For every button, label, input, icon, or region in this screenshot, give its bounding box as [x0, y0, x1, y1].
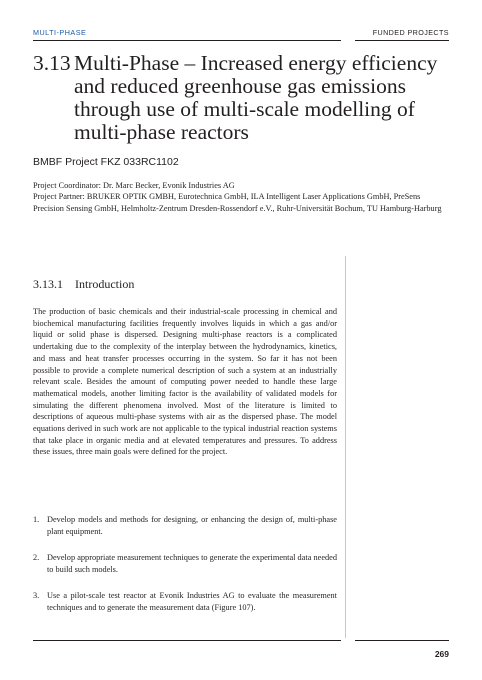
section-title: Introduction — [75, 277, 135, 291]
goal-text: Use a pilot-scale test reactor at Evonik Industries AG to evaluate the measurement techniques and to generate the measurement data (Figure 107). — [47, 590, 337, 612]
page-number: 269 — [434, 649, 449, 659]
footer-rule-left — [33, 640, 341, 641]
chapter-number: 3.13 — [33, 51, 71, 75]
goal-text: Develop appropriate measurement techniques to generate the experimental data needed to build such models. — [47, 552, 337, 574]
intro-paragraph: The production of basic chemicals and their industrial-scale processing in chemical and biochemical manufacturing facilities frequently involves liquids in which a gas and/or liquid or solid phase is dispersed. Designing multi-phase reactors is a complicated undertaking due to the complexity of the interplay between the hydrodynamics, kinetics, and mass and heat transfer processes occurring in the system. So far it has not been possible to provide a complete numerical description of such a system at an industrially relevant scale. Besides the amount of computing power needed to handle these large mathematical models, another limiting factor is the availability of validated models for simulating the different phenomena involved. Most of the literature is limited to descriptions of aqueous multi-phase systems with air as the dispersed phase. The model equations derived in such work are not applicable to the typical industrial reaction systems that take place in organic media and at elevated temperatures and pressures. To address these issues, three main goals were defined for the project. — [33, 307, 337, 457]
goal-number: 2. — [33, 552, 40, 562]
goal-item — [33, 590, 337, 613]
project-coordinator: Project Coordinator: Dr. Marc Becker, Evonik Industries AG — [33, 181, 235, 190]
header-rule-left — [33, 40, 341, 41]
goal-item — [33, 514, 337, 537]
header-rule-right — [355, 40, 449, 41]
goal-number: 3. — [33, 590, 40, 600]
column-divider — [345, 256, 346, 638]
goal-number: 1. — [33, 515, 40, 524]
goal-item — [33, 552, 337, 575]
goals-list — [33, 514, 337, 628]
chapter-title-text: Multi-Phase – Increased energy efficiency and reduced greenhouse gas emissions through use of multi-scale modelling of multi-phase reactors — [74, 51, 438, 144]
section-heading — [33, 277, 333, 292]
project-meta — [33, 180, 453, 214]
footer-rule-right — [355, 640, 449, 641]
running-header-category: FUNDED PROJECTS — [372, 28, 449, 37]
section-number: 3.13.1 — [33, 277, 63, 291]
running-header-section: MULTI-PHASE — [33, 28, 87, 37]
project-id: BMBF Project FKZ 033RC1102 — [33, 156, 179, 168]
project-partners: Project Partner: BRUKER OPTIK GMBH, Eurotechnica GmbH, ILA Intelligent Laser Applications GmbH, PreSens Precision Sensing GmbH, Helmholtz-Zentrum Dresden-Rossendorf e.V., Ruhr-Universität Bochum, TU Hamburg-Harburg — [33, 192, 442, 213]
goal-text: Develop models and methods for designing, or enhancing the design of, multi-phase plant equipment. — [47, 515, 337, 536]
